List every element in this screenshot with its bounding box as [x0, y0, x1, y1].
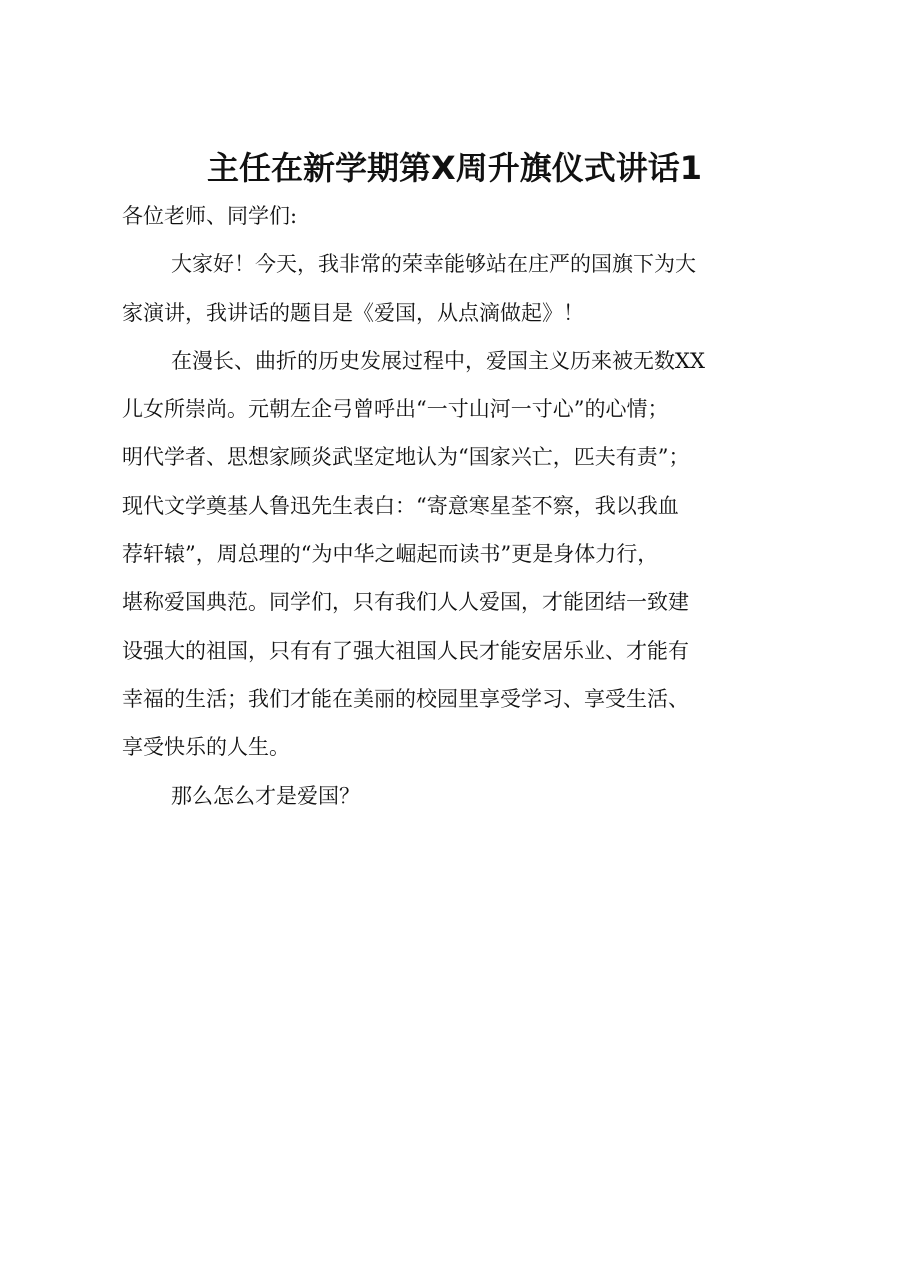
paragraph-line: 家演讲，我讲话的题目是《爱国，从点滴做起》！	[122, 300, 584, 325]
salutation: 各位老师、同学们:	[122, 204, 298, 228]
paragraph-line: 荐轩辕”，周总理的“为中华之崛起而读书”更是身体力行，	[122, 542, 659, 567]
paragraph-line: 设强大的祖国，只有有了强大祖国人民才能安居乐业、才能有	[122, 638, 689, 663]
paragraph-line: 幸福的生活；我们才能在美丽的校园里享受学习、享受生活、	[122, 686, 689, 711]
paragraph-line: 明代学者、思想家顾炎武坚定地认为“国家兴亡，匹夫有责”；	[122, 445, 690, 470]
document-body	[122, 192, 794, 820]
paragraph-line: 在漫长、曲折的历史发展过程中，爱国主义历来被无数XX	[171, 348, 705, 373]
paragraph-line: 那么怎么才是爱国？	[171, 783, 360, 808]
document-title: 主任在新学期第X周升旗仪式讲话1	[207, 149, 702, 187]
paragraph-3	[122, 772, 794, 820]
paragraph-line: 享受快乐的人生。	[122, 735, 290, 760]
paragraph-line: 大家好！今天，我非常的荣幸能够站在庄严的国旗下为大	[171, 252, 696, 277]
paragraph-line: 现代文学奠基人鲁迅先生表白：“寄意寒星荃不察，我以我血	[122, 493, 679, 518]
paragraph-1	[122, 240, 794, 337]
paragraph-line: 堪称爱国典范。同学们，只有我们人人爱国，才能团结一致建	[122, 590, 689, 615]
paragraph-line: 儿女所崇尚。元朝左企弓曾呼出“一寸山河一寸心”的心情；	[122, 397, 669, 422]
paragraph-2	[122, 337, 794, 772]
